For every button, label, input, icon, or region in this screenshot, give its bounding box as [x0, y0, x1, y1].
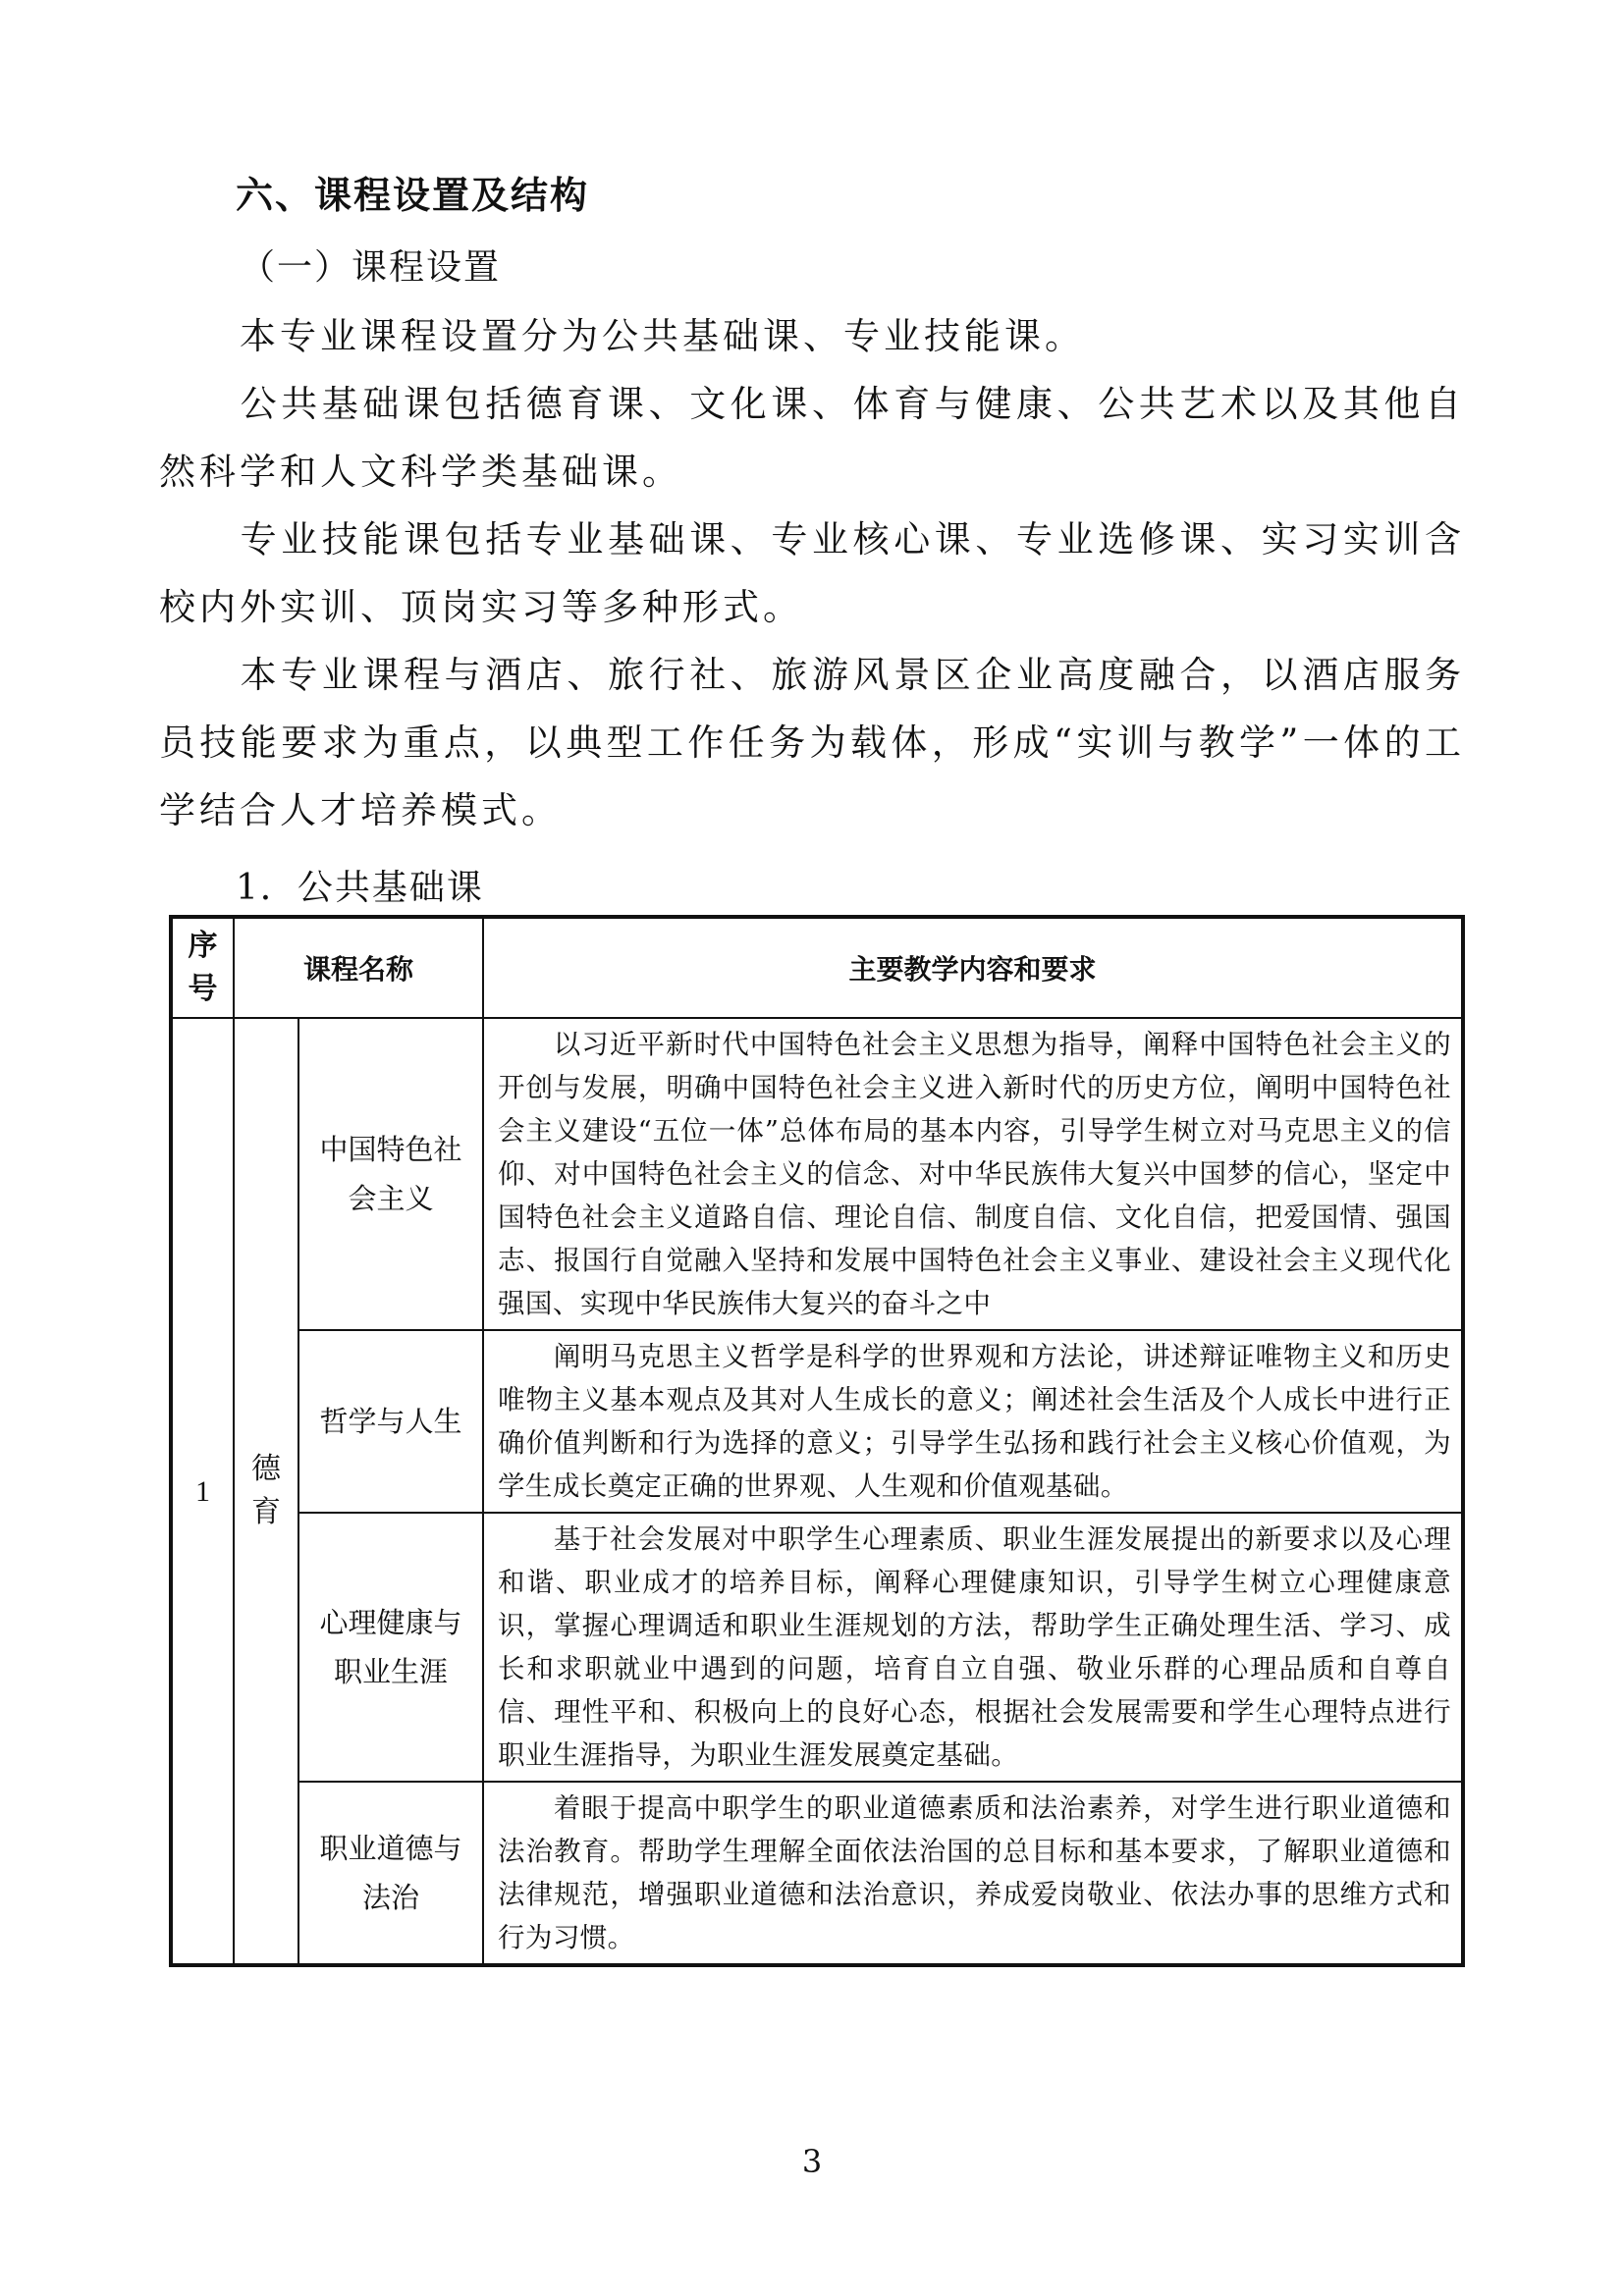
course-content-cell: 着眼于提高中职学生的职业道德素质和法治素养，对学生进行职业道德和法治教育。帮助学生理解全面依法治国的总目标和基本要求，了解职业道德和法律规范，增强职业道德和法治意识，养成爱岗敬业、依法办事的思维方式和行为习惯。: [483, 1782, 1463, 1965]
row-number-cell: 1: [171, 1018, 234, 1965]
header-course-name: 课程名称: [234, 917, 483, 1018]
paragraph-3-text: 专业技能课包括专业基础课、专业核心课、专业选修课、实习实训含校内外实训、顶岗实习等多种形式。: [159, 518, 1465, 628]
header-number: 序号: [171, 917, 234, 1018]
paragraph-4-text: 本专业课程与酒店、旅行社、旅游风景区企业高度融合，以酒店服务员技能要求为重点，以典型工作任务为载体，形成“实训与教学”一体的工学结合人才培养模式。: [159, 654, 1465, 831]
table-row: [171, 1018, 1463, 1330]
course-content-cell: 基于社会发展对中职学生心理素质、职业生涯发展提出的新要求以及心理和谐、职业成才的培养目标，阐释心理健康知识，引导学生树立心理健康意识，掌握心理调适和职业生涯规划的方法，帮助学生正确处理生活、学习、成长和求职就业中遇到的问题，培育自立自强、敬业乐群的心理品质和自尊自信、理性平和、积极向上的良好心态，根据社会发展需要和学生心理特点进行职业生涯指导，为职业生涯发展奠定基础。: [483, 1513, 1463, 1782]
table-row: [171, 1330, 1463, 1513]
paragraph-1-text: 本专业课程设置分为公共基础课、专业技能课。: [240, 315, 1085, 357]
subsection-heading: （一）课程设置: [240, 247, 502, 288]
paragraph-2: [159, 370, 1465, 506]
paragraph-1: [159, 302, 1465, 370]
category-cell: 德育: [234, 1018, 298, 1965]
course-name-cell: 心理健康与职业生涯: [298, 1513, 483, 1782]
paragraph-3: [159, 506, 1465, 641]
page-number: 3: [801, 2143, 823, 2180]
course-content-cell: 阐明马克思主义哲学是科学的世界观和方法论，讲述辩证唯物主义和历史唯物主义基本观点及其对人生成长的意义；阐述社会生活及个人成长中进行正确价值判断和行为选择的意义；引导学生弘扬和践行社会主义核心价值观，为学生成长奠定正确的世界观、人生观和价值观基础。: [483, 1330, 1463, 1513]
course-name-cell: 中国特色社会主义: [298, 1018, 483, 1330]
course-table: [169, 915, 1465, 1967]
section-heading: 六、课程设置及结构: [236, 173, 590, 217]
paragraph-4: [159, 641, 1465, 844]
header-content: 主要教学内容和要求: [483, 917, 1463, 1018]
table-row: [171, 1513, 1463, 1782]
paragraph-2-text: 公共基础课包括德育课、文化课、体育与健康、公共艺术以及其他自然科学和人文科学类基础课。: [159, 383, 1465, 493]
course-content-cell: 以习近平新时代中国特色社会主义思想为指导，阐释中国特色社会主义的开创与发展，明确中国特色社会主义进入新时代的历史方位，阐明中国特色社会主义建设“五位一体”总体布局的基本内容，引导学生树立对马克思主义的信仰、对中国特色社会主义的信念、对中华民族伟大复兴中国梦的信心，坚定中国特色社会主义道路自信、理论自信、制度自信、文化自信，把爱国情、强国志、报国行自觉融入坚持和发展中国特色社会主义事业、建设社会主义现代化强国、实现中华民族伟大复兴的奋斗之中: [483, 1018, 1463, 1330]
course-name-cell: 哲学与人生: [298, 1330, 483, 1513]
table-row: [171, 1782, 1463, 1965]
table-section-title: 1．公共基础课: [236, 868, 484, 908]
course-name-cell: 职业道德与法治: [298, 1782, 483, 1965]
table-header-row: [171, 917, 1463, 1018]
